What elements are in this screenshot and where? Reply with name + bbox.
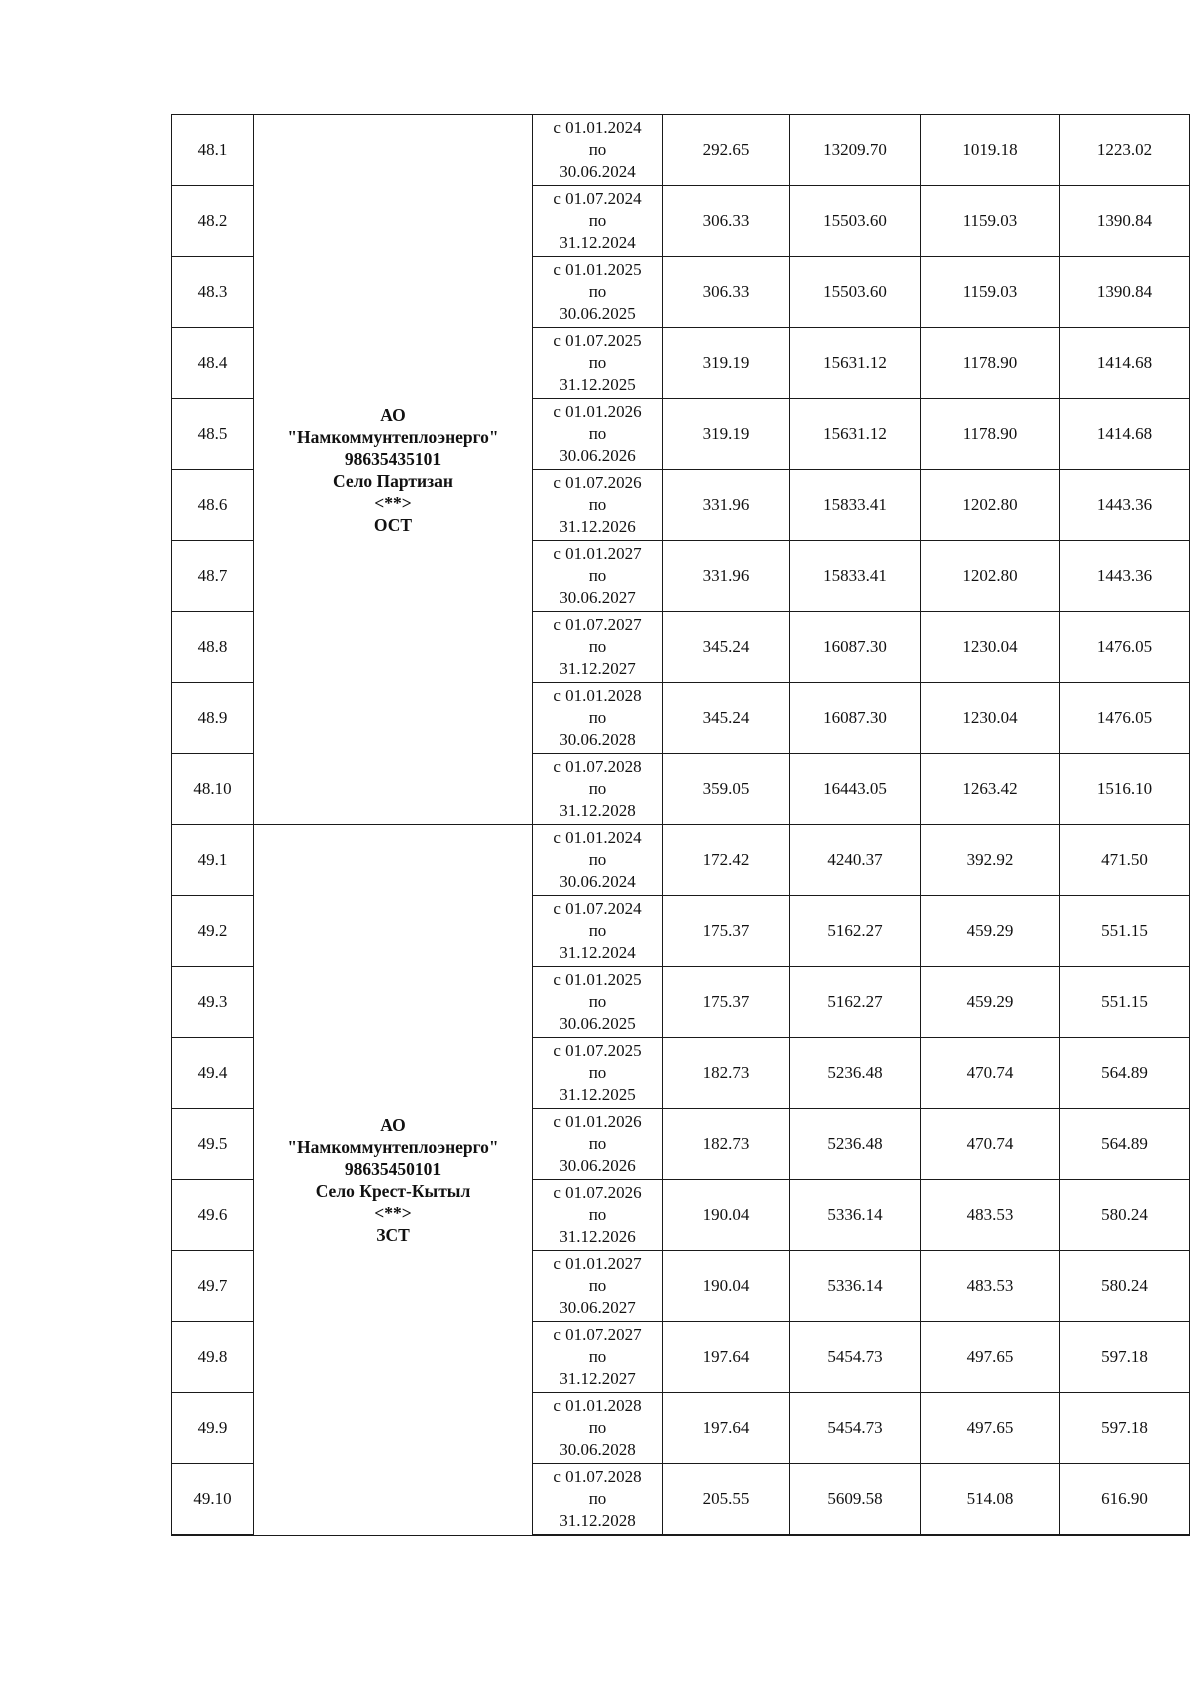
value-cell-2: 5336.14 xyxy=(790,1180,921,1251)
period-po: по xyxy=(588,1134,607,1153)
row-number: 48.4 xyxy=(172,328,254,399)
period-po: по xyxy=(588,992,607,1011)
organization-cell xyxy=(254,825,533,1536)
value-cell-1: 175.37 xyxy=(663,967,790,1038)
row-number: 48.9 xyxy=(172,683,254,754)
value-cell-2: 5162.27 xyxy=(790,896,921,967)
organization-place: Село Партизан xyxy=(333,470,453,491)
value-cell-2: 16443.05 xyxy=(790,754,921,825)
period-to: 31.12.2028 xyxy=(559,1511,636,1530)
value-cell-2: 15833.41 xyxy=(790,470,921,541)
period-po: по xyxy=(588,211,607,230)
period-cell xyxy=(533,1464,663,1536)
value-cell-3: 470.74 xyxy=(921,1038,1060,1109)
value-cell-3: 497.65 xyxy=(921,1322,1060,1393)
row-number: 49.9 xyxy=(172,1393,254,1464)
period-to: 31.12.2024 xyxy=(559,233,636,252)
period-po: по xyxy=(588,1205,607,1224)
period-to: 30.06.2026 xyxy=(559,1156,636,1175)
value-cell-3: 1159.03 xyxy=(921,257,1060,328)
value-cell-2: 16087.30 xyxy=(790,683,921,754)
period-cell xyxy=(533,470,663,541)
row-number: 49.6 xyxy=(172,1180,254,1251)
value-cell-2: 4240.37 xyxy=(790,825,921,896)
organization-form: АО xyxy=(380,404,406,425)
value-cell-3: 483.53 xyxy=(921,1251,1060,1322)
period-from: с 01.01.2024 xyxy=(553,828,642,847)
period-to: 30.06.2026 xyxy=(559,446,636,465)
row-number: 48.7 xyxy=(172,541,254,612)
value-cell-4: 471.50 xyxy=(1060,825,1190,896)
value-cell-1: 359.05 xyxy=(663,754,790,825)
period-cell xyxy=(533,1038,663,1109)
period-po: по xyxy=(588,1347,607,1366)
table-row xyxy=(172,825,1190,896)
period-from: с 01.01.2026 xyxy=(553,1112,642,1131)
value-cell-3: 1263.42 xyxy=(921,754,1060,825)
row-number: 48.5 xyxy=(172,399,254,470)
organization-mark: <**> xyxy=(374,492,412,513)
value-cell-1: 345.24 xyxy=(663,683,790,754)
period-cell xyxy=(533,541,663,612)
period-cell xyxy=(533,328,663,399)
row-number: 48.2 xyxy=(172,186,254,257)
period-cell xyxy=(533,115,663,186)
period-from: с 01.01.2025 xyxy=(553,260,642,279)
tariff-table xyxy=(171,114,1190,1536)
value-cell-3: 1159.03 xyxy=(921,186,1060,257)
period-cell xyxy=(533,825,663,896)
row-number: 49.3 xyxy=(172,967,254,1038)
row-number: 48.10 xyxy=(172,754,254,825)
period-from: с 01.01.2024 xyxy=(553,118,642,137)
row-number: 49.5 xyxy=(172,1109,254,1180)
value-cell-3: 459.29 xyxy=(921,896,1060,967)
value-cell-2: 13209.70 xyxy=(790,115,921,186)
value-cell-3: 497.65 xyxy=(921,1393,1060,1464)
period-po: по xyxy=(588,495,607,514)
period-cell xyxy=(533,1109,663,1180)
period-po: по xyxy=(588,637,607,656)
period-from: с 01.07.2026 xyxy=(553,473,642,492)
value-cell-1: 182.73 xyxy=(663,1038,790,1109)
period-to: 31.12.2027 xyxy=(559,659,636,678)
value-cell-4: 1443.36 xyxy=(1060,470,1190,541)
value-cell-4: 580.24 xyxy=(1060,1180,1190,1251)
period-cell xyxy=(533,967,663,1038)
value-cell-3: 1202.80 xyxy=(921,541,1060,612)
period-to: 31.12.2026 xyxy=(559,1227,636,1246)
period-po: по xyxy=(588,708,607,727)
value-cell-1: 172.42 xyxy=(663,825,790,896)
value-cell-1: 306.33 xyxy=(663,186,790,257)
period-po: по xyxy=(588,353,607,372)
period-to: 30.06.2025 xyxy=(559,304,636,323)
row-number: 48.6 xyxy=(172,470,254,541)
value-cell-1: 331.96 xyxy=(663,470,790,541)
value-cell-3: 1230.04 xyxy=(921,683,1060,754)
value-cell-4: 1443.36 xyxy=(1060,541,1190,612)
value-cell-1: 306.33 xyxy=(663,257,790,328)
value-cell-1: 197.64 xyxy=(663,1393,790,1464)
period-to: 30.06.2024 xyxy=(559,162,636,181)
period-cell xyxy=(533,896,663,967)
row-number: 48.3 xyxy=(172,257,254,328)
period-to: 31.12.2027 xyxy=(559,1369,636,1388)
value-cell-2: 5236.48 xyxy=(790,1038,921,1109)
value-cell-3: 392.92 xyxy=(921,825,1060,896)
period-po: по xyxy=(588,140,607,159)
period-from: с 01.07.2028 xyxy=(553,757,642,776)
table-row xyxy=(172,115,1190,186)
period-cell xyxy=(533,186,663,257)
period-cell xyxy=(533,1180,663,1251)
period-from: с 01.01.2027 xyxy=(553,1254,642,1273)
value-cell-3: 1178.90 xyxy=(921,399,1060,470)
value-cell-1: 197.64 xyxy=(663,1322,790,1393)
organization-place: Село Крест-Кытыл xyxy=(315,1180,471,1201)
period-po: по xyxy=(588,1418,607,1437)
row-number: 48.8 xyxy=(172,612,254,683)
value-cell-1: 182.73 xyxy=(663,1109,790,1180)
row-number: 49.2 xyxy=(172,896,254,967)
period-to: 31.12.2025 xyxy=(559,1085,636,1104)
value-cell-1: 319.19 xyxy=(663,328,790,399)
organization-code: 98635450101 xyxy=(344,1158,442,1179)
period-po: по xyxy=(588,850,607,869)
value-cell-1: 292.65 xyxy=(663,115,790,186)
value-cell-3: 1202.80 xyxy=(921,470,1060,541)
value-cell-2: 15631.12 xyxy=(790,328,921,399)
value-cell-4: 1414.68 xyxy=(1060,328,1190,399)
row-number: 49.7 xyxy=(172,1251,254,1322)
period-to: 30.06.2025 xyxy=(559,1014,636,1033)
period-po: по xyxy=(588,424,607,443)
period-cell xyxy=(533,1251,663,1322)
period-from: с 01.07.2027 xyxy=(553,1325,642,1344)
value-cell-4: 580.24 xyxy=(1060,1251,1190,1322)
value-cell-2: 15631.12 xyxy=(790,399,921,470)
period-from: с 01.07.2026 xyxy=(553,1183,642,1202)
period-from: с 01.01.2025 xyxy=(553,970,642,989)
period-po: по xyxy=(588,1489,607,1508)
value-cell-3: 514.08 xyxy=(921,1464,1060,1536)
period-cell xyxy=(533,612,663,683)
period-po: по xyxy=(588,921,607,940)
value-cell-2: 5454.73 xyxy=(790,1322,921,1393)
period-to: 31.12.2028 xyxy=(559,801,636,820)
organization-system: ЗСТ xyxy=(376,1224,410,1245)
value-cell-4: 597.18 xyxy=(1060,1393,1190,1464)
period-po: по xyxy=(588,1063,607,1082)
period-po: по xyxy=(588,282,607,301)
value-cell-2: 15833.41 xyxy=(790,541,921,612)
value-cell-3: 1230.04 xyxy=(921,612,1060,683)
value-cell-2: 5336.14 xyxy=(790,1251,921,1322)
period-to: 30.06.2028 xyxy=(559,1440,636,1459)
period-cell xyxy=(533,683,663,754)
value-cell-1: 319.19 xyxy=(663,399,790,470)
tariff-table-body xyxy=(172,115,1190,1536)
value-cell-4: 1223.02 xyxy=(1060,115,1190,186)
organization-mark: <**> xyxy=(374,1202,412,1223)
row-number: 48.1 xyxy=(172,115,254,186)
period-from: с 01.07.2024 xyxy=(553,189,642,208)
period-po: по xyxy=(588,1276,607,1295)
value-cell-4: 1476.05 xyxy=(1060,612,1190,683)
row-number: 49.10 xyxy=(172,1464,254,1536)
period-from: с 01.01.2027 xyxy=(553,544,642,563)
period-to: 30.06.2028 xyxy=(559,730,636,749)
value-cell-4: 564.89 xyxy=(1060,1038,1190,1109)
value-cell-2: 5236.48 xyxy=(790,1109,921,1180)
value-cell-4: 1414.68 xyxy=(1060,399,1190,470)
value-cell-4: 564.89 xyxy=(1060,1109,1190,1180)
value-cell-4: 1476.05 xyxy=(1060,683,1190,754)
value-cell-2: 5609.58 xyxy=(790,1464,921,1536)
value-cell-4: 616.90 xyxy=(1060,1464,1190,1536)
row-number: 49.4 xyxy=(172,1038,254,1109)
period-po: по xyxy=(588,566,607,585)
value-cell-2: 5454.73 xyxy=(790,1393,921,1464)
period-to: 31.12.2026 xyxy=(559,517,636,536)
value-cell-4: 551.15 xyxy=(1060,967,1190,1038)
period-from: с 01.01.2028 xyxy=(553,1396,642,1415)
value-cell-1: 175.37 xyxy=(663,896,790,967)
period-to: 31.12.2025 xyxy=(559,375,636,394)
period-from: с 01.07.2025 xyxy=(553,1041,642,1060)
value-cell-4: 1390.84 xyxy=(1060,186,1190,257)
period-to: 30.06.2027 xyxy=(559,1298,636,1317)
value-cell-3: 1178.90 xyxy=(921,328,1060,399)
period-cell xyxy=(533,754,663,825)
organization-cell xyxy=(254,115,533,825)
value-cell-3: 470.74 xyxy=(921,1109,1060,1180)
organization-code: 98635435101 xyxy=(344,448,442,469)
period-cell xyxy=(533,1393,663,1464)
value-cell-1: 205.55 xyxy=(663,1464,790,1536)
value-cell-2: 16087.30 xyxy=(790,612,921,683)
period-from: с 01.01.2028 xyxy=(553,686,642,705)
value-cell-4: 1390.84 xyxy=(1060,257,1190,328)
period-to: 30.06.2024 xyxy=(559,872,636,891)
period-from: с 01.07.2027 xyxy=(553,615,642,634)
period-from: с 01.07.2024 xyxy=(553,899,642,918)
value-cell-3: 483.53 xyxy=(921,1180,1060,1251)
organization-name: "Намкоммунтеплоэнерго" xyxy=(287,426,499,447)
value-cell-3: 459.29 xyxy=(921,967,1060,1038)
value-cell-1: 190.04 xyxy=(663,1251,790,1322)
organization-system: ОСТ xyxy=(373,514,413,535)
value-cell-3: 1019.18 xyxy=(921,115,1060,186)
value-cell-2: 5162.27 xyxy=(790,967,921,1038)
period-po: по xyxy=(588,779,607,798)
value-cell-4: 1516.10 xyxy=(1060,754,1190,825)
organization-form: АО xyxy=(380,1114,406,1135)
value-cell-1: 345.24 xyxy=(663,612,790,683)
period-cell xyxy=(533,399,663,470)
value-cell-2: 15503.60 xyxy=(790,186,921,257)
value-cell-2: 15503.60 xyxy=(790,257,921,328)
row-number: 49.1 xyxy=(172,825,254,896)
period-to: 31.12.2024 xyxy=(559,943,636,962)
value-cell-1: 331.96 xyxy=(663,541,790,612)
value-cell-1: 190.04 xyxy=(663,1180,790,1251)
row-number: 49.8 xyxy=(172,1322,254,1393)
period-from: с 01.07.2025 xyxy=(553,331,642,350)
period-from: с 01.01.2026 xyxy=(553,402,642,421)
period-cell xyxy=(533,257,663,328)
value-cell-4: 597.18 xyxy=(1060,1322,1190,1393)
period-to: 30.06.2027 xyxy=(559,588,636,607)
value-cell-4: 551.15 xyxy=(1060,896,1190,967)
organization-name: "Намкоммунтеплоэнерго" xyxy=(287,1136,499,1157)
period-cell xyxy=(533,1322,663,1393)
period-from: с 01.07.2028 xyxy=(553,1467,642,1486)
